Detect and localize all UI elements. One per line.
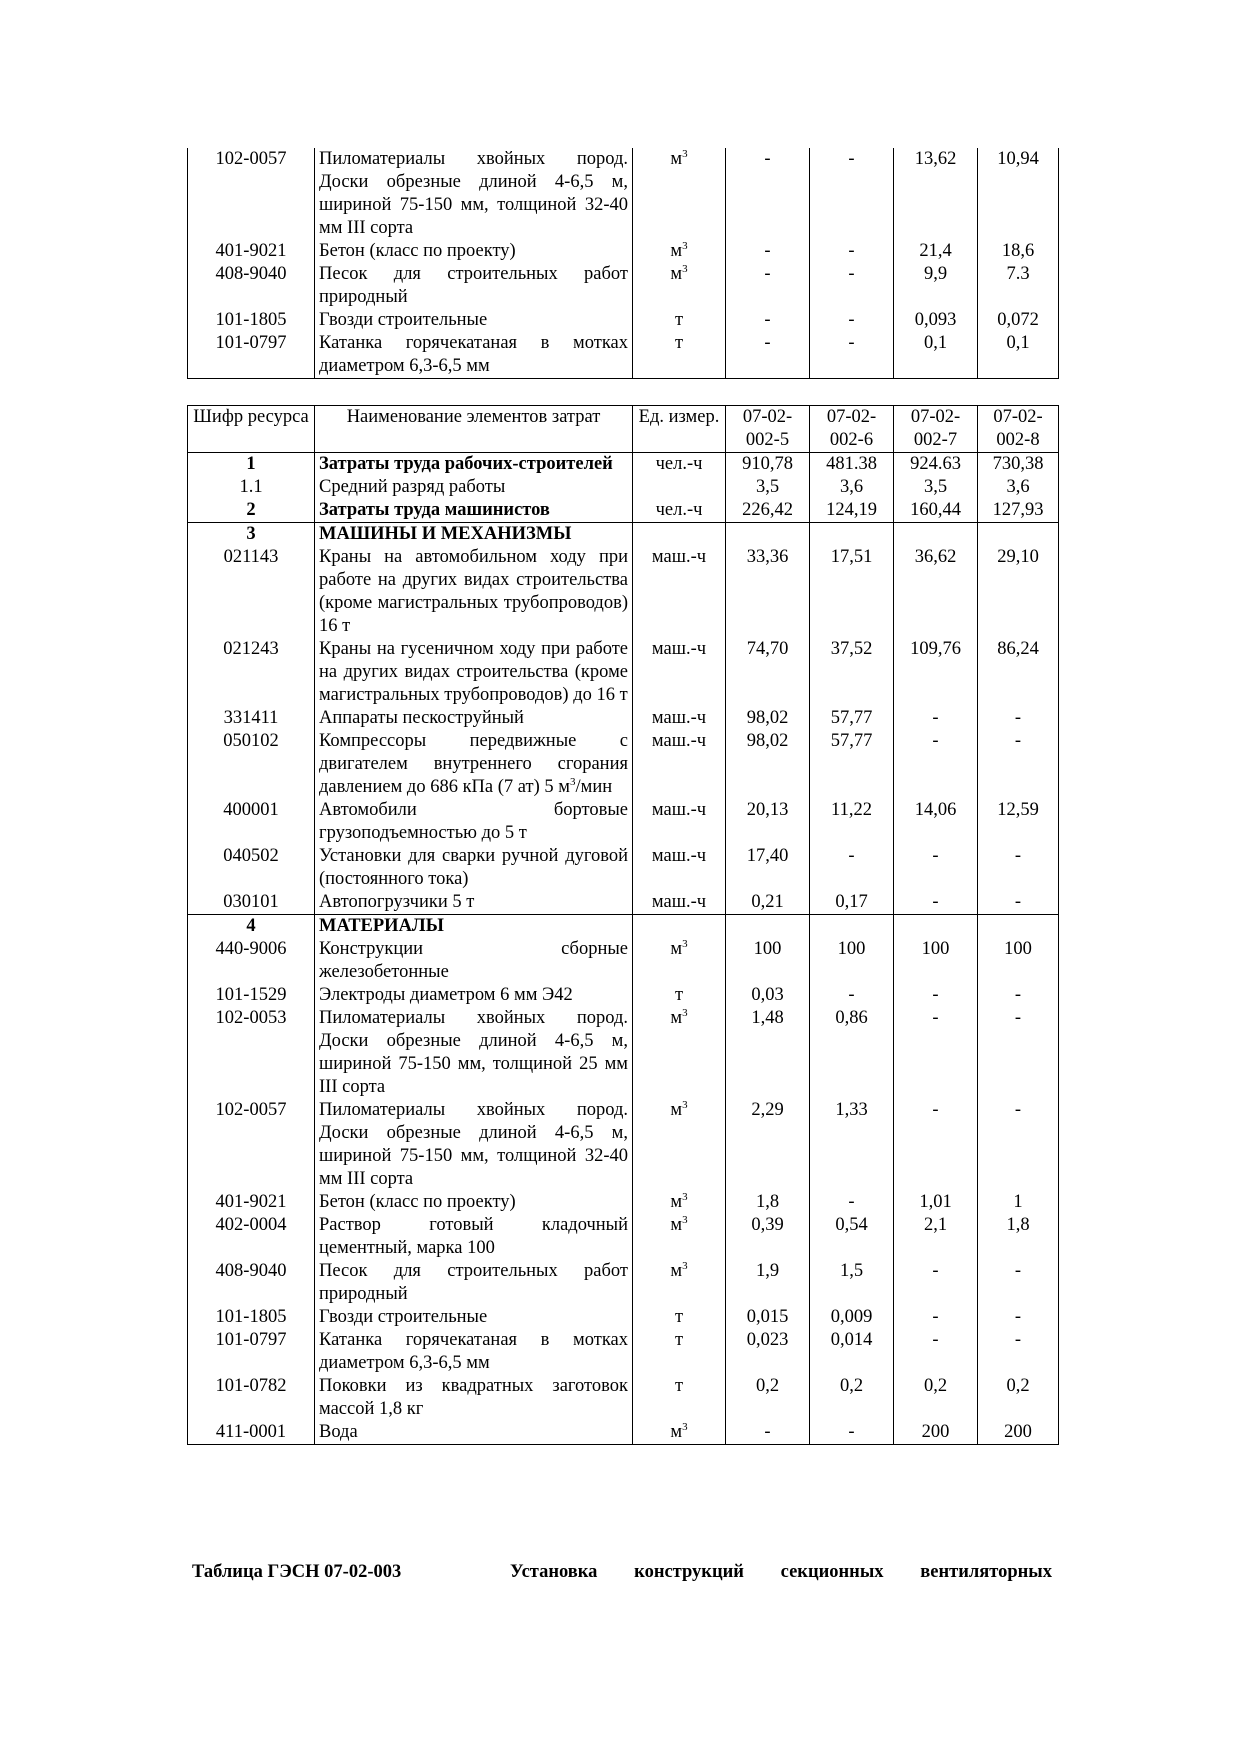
- value-v6: 0,54: [810, 1214, 894, 1260]
- resource-name: Краны на гусеничном ходу при работе на других видах строительства (кроме магистральных трубопроводов) до 16 т: [315, 638, 633, 707]
- value-v8: 1: [978, 1191, 1059, 1214]
- value-v8: -: [978, 730, 1059, 799]
- resource-name: Вода: [315, 1421, 633, 1445]
- value-v7: -: [894, 707, 978, 730]
- value-v5: 0,015: [726, 1306, 810, 1329]
- resource-name: МАТЕРИАЛЫ: [315, 915, 633, 939]
- value-v6: 0,2: [810, 1375, 894, 1421]
- table-row: [188, 332, 1059, 379]
- unit-cell: [633, 546, 726, 638]
- unit-cell: [633, 799, 726, 845]
- value-v6: 17,51: [810, 546, 894, 638]
- value-v8: 127,93: [978, 499, 1059, 523]
- unit-text: т: [674, 310, 684, 330]
- value-v8: 0,2: [978, 1375, 1059, 1421]
- unit-superscript: 3: [682, 1099, 688, 1111]
- unit-text: маш.-ч: [651, 639, 707, 659]
- resource-code: 030101: [188, 891, 315, 915]
- value-v6: -: [810, 1421, 894, 1445]
- value-v5: 0,023: [726, 1329, 810, 1375]
- unit-cell: [633, 730, 726, 799]
- value-v8: 10,94: [978, 148, 1059, 240]
- value-v8: 12,59: [978, 799, 1059, 845]
- value-v5: 3,5: [726, 476, 810, 499]
- value-v7: 21,4: [894, 240, 978, 263]
- value-v5: 20,13: [726, 799, 810, 845]
- value-v5: 17,40: [726, 845, 810, 891]
- resource-name: Средний разряд работы: [315, 476, 633, 499]
- resource-name: Автопогрузчики 5 т: [315, 891, 633, 915]
- resource-code: 040502: [188, 845, 315, 891]
- value-v8: -: [978, 1306, 1059, 1329]
- resource-code: 2: [188, 499, 315, 523]
- unit-cell: [633, 1007, 726, 1099]
- resource-code: 102-0057: [188, 148, 315, 240]
- resource-name: Раствор готовый кладочный цементный, марка 100: [315, 1214, 633, 1260]
- unit-cell: [633, 1421, 726, 1445]
- resource-name: Песок для строительных работ природный: [315, 263, 633, 309]
- value-v6: [810, 915, 894, 939]
- value-v6: -: [810, 332, 894, 379]
- unit-cell: [633, 938, 726, 984]
- header-code: Шифр ресурса: [188, 406, 315, 453]
- table-row: [188, 546, 1059, 638]
- unit-cell: [633, 1329, 726, 1375]
- resource-name: Бетон (класс по проекту): [315, 240, 633, 263]
- table-row: [188, 309, 1059, 332]
- table-row: [188, 638, 1059, 707]
- value-v7: 109,76: [894, 638, 978, 707]
- unit-cell: [633, 1099, 726, 1191]
- value-v6: 37,52: [810, 638, 894, 707]
- value-v7: 14,06: [894, 799, 978, 845]
- table-row: [188, 1260, 1059, 1306]
- resource-code: 401-9021: [188, 240, 315, 263]
- value-v8: [978, 915, 1059, 939]
- value-v5: 100: [726, 938, 810, 984]
- resource-name: Краны на автомобильном ходу при работе на других видах строительства (кроме магистральных трубопроводов) 16 т: [315, 546, 633, 638]
- unit-text: маш.-ч: [651, 731, 707, 751]
- resource-code: 440-9006: [188, 938, 315, 984]
- resource-code: 021143: [188, 546, 315, 638]
- unit-cell: [633, 476, 726, 499]
- value-v8: [978, 523, 1059, 547]
- unit-cell: [633, 707, 726, 730]
- resource-name: Гвозди строительные: [315, 309, 633, 332]
- resource-code: 050102: [188, 730, 315, 799]
- unit-text: м: [670, 939, 683, 959]
- unit-cell: [633, 453, 726, 477]
- value-v8: -: [978, 1260, 1059, 1306]
- table-row: [188, 799, 1059, 845]
- unit-text: т: [674, 1307, 684, 1327]
- resource-code: 102-0053: [188, 1007, 315, 1099]
- value-v5: -: [726, 240, 810, 263]
- value-v6: 100: [810, 938, 894, 984]
- value-v7: -: [894, 1099, 978, 1191]
- unit-cell: [633, 1306, 726, 1329]
- resource-name: Установки для сварки ручной дуговой (постоянного тока): [315, 845, 633, 891]
- unit-text: т: [674, 1330, 684, 1350]
- resource-code: 408-9040: [188, 1260, 315, 1306]
- value-v5: 1,9: [726, 1260, 810, 1306]
- value-v5: 33,36: [726, 546, 810, 638]
- next-table-caption: [192, 1562, 1052, 1583]
- table-row: [188, 1099, 1059, 1191]
- value-v6: 0,17: [810, 891, 894, 915]
- resource-name: Поковки из квадратных заготовок массой 1,8 кг: [315, 1375, 633, 1421]
- value-v7: 36,62: [894, 546, 978, 638]
- table-row: [188, 845, 1059, 891]
- unit-text: м: [670, 1100, 683, 1120]
- resource-code: 3: [188, 523, 315, 547]
- name-superscript: 3: [569, 776, 576, 788]
- value-v7: -: [894, 984, 978, 1007]
- unit-text: т: [674, 333, 684, 353]
- resource-name: [315, 730, 633, 799]
- unit-text: м: [670, 241, 683, 261]
- value-v7: -: [894, 1007, 978, 1099]
- unit-superscript: 3: [682, 1007, 688, 1019]
- value-v7: -: [894, 730, 978, 799]
- value-v8: 86,24: [978, 638, 1059, 707]
- resource-name: Пиломатериалы хвойных пород. Доски обрезные длиной 4-6,5 м, шириной 75-150 мм, толщиной 32-40 мм III сорта: [315, 148, 633, 240]
- value-v7: 200: [894, 1421, 978, 1445]
- table-row: [188, 453, 1059, 477]
- value-v5: 910,78: [726, 453, 810, 477]
- unit-text: чел.-ч: [655, 454, 703, 474]
- resource-code: 101-1805: [188, 1306, 315, 1329]
- resource-name: Пиломатериалы хвойных пород. Доски обрезные длиной 4-6,5 м, шириной 75-150 мм, толщиной 32-40 мм III сорта: [315, 1099, 633, 1191]
- table-row: [188, 1421, 1059, 1445]
- resource-name: Катанка горячекатаная в мотках диаметром 6,3-6,5 мм: [315, 332, 633, 379]
- resource-name: Пиломатериалы хвойных пород. Доски обрезные длиной 4-6,5 м, шириной 75-150 мм, толщиной 25 мм III сорта: [315, 1007, 633, 1099]
- value-v8: -: [978, 1099, 1059, 1191]
- unit-superscript: 3: [682, 1191, 688, 1203]
- value-v8: 200: [978, 1421, 1059, 1445]
- value-v8: -: [978, 1007, 1059, 1099]
- unit-text: т: [674, 985, 684, 1005]
- value-v8: 0,072: [978, 309, 1059, 332]
- unit-cell: [633, 263, 726, 309]
- table-row: [188, 1007, 1059, 1099]
- resource-code: 401-9021: [188, 1191, 315, 1214]
- value-v6: -: [810, 148, 894, 240]
- value-v7: -: [894, 1329, 978, 1375]
- unit-cell: [633, 499, 726, 523]
- table-reference: Таблица ГЭСН 07-02-003: [192, 1562, 402, 1582]
- resource-code: 402-0004: [188, 1214, 315, 1260]
- resource-code: 408-9040: [188, 263, 315, 309]
- resource-code: 101-0797: [188, 1329, 315, 1375]
- unit-text: маш.-ч: [651, 708, 707, 728]
- table-row: [188, 523, 1059, 547]
- value-v8: 730,38: [978, 453, 1059, 477]
- value-v8: -: [978, 1329, 1059, 1375]
- value-v6: 0,009: [810, 1306, 894, 1329]
- resource-name: Затраты труда машинистов: [315, 499, 633, 523]
- resource-code: 1.1: [188, 476, 315, 499]
- value-v7: -: [894, 845, 978, 891]
- resource-name: Песок для строительных работ природный: [315, 1260, 633, 1306]
- unit-text: маш.-ч: [651, 800, 707, 820]
- value-v7: 160,44: [894, 499, 978, 523]
- table-row: [188, 730, 1059, 799]
- value-v7: 0,093: [894, 309, 978, 332]
- value-v8: -: [978, 845, 1059, 891]
- unit-superscript: 3: [682, 263, 688, 275]
- resource-name: Аппараты пескоструйный: [315, 707, 633, 730]
- table-row: [188, 915, 1059, 939]
- value-v7: 13,62: [894, 148, 978, 240]
- header-col-6: 07-02-002-6: [810, 406, 894, 453]
- header-col-8: 07-02-002-8: [978, 406, 1059, 453]
- resource-code: 4: [188, 915, 315, 939]
- value-v8: 100: [978, 938, 1059, 984]
- value-v6: 124,19: [810, 499, 894, 523]
- unit-cell: [633, 523, 726, 547]
- table-row: [188, 1329, 1059, 1375]
- value-v5: 2,29: [726, 1099, 810, 1191]
- unit-text: т: [674, 1376, 684, 1396]
- table-title: Установка конструкций секционных вентиляторных: [510, 1562, 1052, 1582]
- value-v7: 1,01: [894, 1191, 978, 1214]
- table-row: [188, 891, 1059, 915]
- unit-superscript: 3: [682, 1214, 688, 1226]
- unit-cell: [633, 638, 726, 707]
- value-v6: 0,86: [810, 1007, 894, 1099]
- value-v6: 57,77: [810, 730, 894, 799]
- value-v8: 1,8: [978, 1214, 1059, 1260]
- value-v6: -: [810, 240, 894, 263]
- table-row: [188, 240, 1059, 263]
- table-row: [188, 1191, 1059, 1214]
- table-row: [188, 707, 1059, 730]
- value-v6: -: [810, 984, 894, 1007]
- header-unit: Ед. измер.: [633, 406, 726, 453]
- unit-text: м: [670, 264, 683, 284]
- value-v6: [810, 523, 894, 547]
- unit-superscript: 3: [682, 1421, 688, 1433]
- unit-cell: [633, 1260, 726, 1306]
- value-v6: -: [810, 845, 894, 891]
- value-v5: [726, 915, 810, 939]
- value-v5: 0,21: [726, 891, 810, 915]
- resource-code: 102-0057: [188, 1099, 315, 1191]
- value-v6: 11,22: [810, 799, 894, 845]
- value-v7: [894, 915, 978, 939]
- resource-name: Автомобили бортовые грузоподъемностью до 5 т: [315, 799, 633, 845]
- unit-cell: [633, 1191, 726, 1214]
- unit-cell: [633, 148, 726, 240]
- unit-cell: [633, 915, 726, 939]
- value-v6: -: [810, 309, 894, 332]
- value-v5: 1,8: [726, 1191, 810, 1214]
- table-row: [188, 1306, 1059, 1329]
- resource-name: Затраты труда рабочих-строителей: [315, 453, 633, 477]
- unit-text: маш.-ч: [651, 547, 707, 567]
- resource-name: Электроды диаметром 6 мм Э42: [315, 984, 633, 1007]
- resource-name-text: Компрессоры передвижные с двигателем внутреннего сгорания давлением до 686 кПа (7 ат) 5 м: [319, 731, 628, 797]
- unit-cell: [633, 845, 726, 891]
- value-v5: 74,70: [726, 638, 810, 707]
- value-v6: -: [810, 1191, 894, 1214]
- unit-text: м: [670, 1422, 683, 1442]
- value-v5: 0,03: [726, 984, 810, 1007]
- unit-cell: [633, 332, 726, 379]
- header-name: Наименование элементов затрат: [315, 406, 633, 453]
- unit-text: маш.-ч: [651, 892, 707, 912]
- table-row: [188, 984, 1059, 1007]
- unit-cell: [633, 891, 726, 915]
- value-v8: 18,6: [978, 240, 1059, 263]
- value-v7: 924.63: [894, 453, 978, 477]
- value-v5: 98,02: [726, 707, 810, 730]
- unit-cell: [633, 1214, 726, 1260]
- value-v7: 100: [894, 938, 978, 984]
- unit-superscript: 3: [682, 938, 688, 950]
- value-v8: -: [978, 984, 1059, 1007]
- table-row: [188, 499, 1059, 523]
- top-resource-table: [187, 148, 1059, 379]
- resource-code: 101-1529: [188, 984, 315, 1007]
- table-row: [188, 148, 1059, 240]
- resource-code: 411-0001: [188, 1421, 315, 1445]
- unit-cell: [633, 309, 726, 332]
- unit-text: м: [670, 149, 683, 169]
- header-col-7: 07-02-002-7: [894, 406, 978, 453]
- value-v5: [726, 523, 810, 547]
- value-v6: 0,014: [810, 1329, 894, 1375]
- unit-cell: [633, 984, 726, 1007]
- table-row: [188, 938, 1059, 984]
- resource-code: 101-0797: [188, 332, 315, 379]
- value-v6: 481.38: [810, 453, 894, 477]
- value-v7: 0,1: [894, 332, 978, 379]
- resource-code: 400001: [188, 799, 315, 845]
- resource-name: Бетон (класс по проекту): [315, 1191, 633, 1214]
- unit-text: маш.-ч: [651, 846, 707, 866]
- table-row: [188, 263, 1059, 309]
- value-v6: 1,33: [810, 1099, 894, 1191]
- value-v7: 3,5: [894, 476, 978, 499]
- value-v7: -: [894, 1306, 978, 1329]
- header-col-5: 07-02-002-5: [726, 406, 810, 453]
- value-v5: 0,2: [726, 1375, 810, 1421]
- unit-text: м: [670, 1008, 683, 1028]
- value-v5: -: [726, 263, 810, 309]
- value-v7: -: [894, 891, 978, 915]
- unit-superscript: 3: [682, 148, 688, 160]
- resource-name-tail: /мин: [575, 777, 613, 797]
- value-v6: -: [810, 263, 894, 309]
- resource-code: 331411: [188, 707, 315, 730]
- value-v5: 98,02: [726, 730, 810, 799]
- value-v8: 7.3: [978, 263, 1059, 309]
- value-v5: -: [726, 148, 810, 240]
- table-header-row: [188, 406, 1059, 453]
- value-v5: -: [726, 309, 810, 332]
- value-v8: 3,6: [978, 476, 1059, 499]
- value-v7: 2,1: [894, 1214, 978, 1260]
- unit-superscript: 3: [682, 1260, 688, 1272]
- resource-code: 021243: [188, 638, 315, 707]
- value-v7: 0,2: [894, 1375, 978, 1421]
- resource-name: Конструкции сборные железобетонные: [315, 938, 633, 984]
- table-row: [188, 1214, 1059, 1260]
- value-v7: -: [894, 1260, 978, 1306]
- resource-name: Гвозди строительные: [315, 1306, 633, 1329]
- value-v8: -: [978, 891, 1059, 915]
- unit-superscript: 3: [682, 240, 688, 252]
- table-row: [188, 1375, 1059, 1421]
- value-v8: -: [978, 707, 1059, 730]
- value-v5: 226,42: [726, 499, 810, 523]
- value-v8: 0,1: [978, 332, 1059, 379]
- unit-text: м: [670, 1261, 683, 1281]
- unit-cell: [633, 1375, 726, 1421]
- resource-code: 1: [188, 453, 315, 477]
- value-v7: [894, 523, 978, 547]
- value-v5: -: [726, 1421, 810, 1445]
- unit-text: м: [670, 1192, 683, 1212]
- value-v5: 0,39: [726, 1214, 810, 1260]
- value-v5: 1,48: [726, 1007, 810, 1099]
- value-v6: 57,77: [810, 707, 894, 730]
- unit-text: м: [670, 1215, 683, 1235]
- table-row: [188, 476, 1059, 499]
- value-v8: 29,10: [978, 546, 1059, 638]
- value-v5: -: [726, 332, 810, 379]
- unit-text: чел.-ч: [655, 500, 703, 520]
- resource-code: 101-1805: [188, 309, 315, 332]
- value-v7: 9,9: [894, 263, 978, 309]
- value-v6: 1,5: [810, 1260, 894, 1306]
- resource-name: Катанка горячекатаная в мотках диаметром 6,3-6,5 мм: [315, 1329, 633, 1375]
- main-resource-table: [187, 405, 1059, 1445]
- resource-code: 101-0782: [188, 1375, 315, 1421]
- value-v6: 3,6: [810, 476, 894, 499]
- resource-name: МАШИНЫ И МЕХАНИЗМЫ: [315, 523, 633, 547]
- unit-cell: [633, 240, 726, 263]
